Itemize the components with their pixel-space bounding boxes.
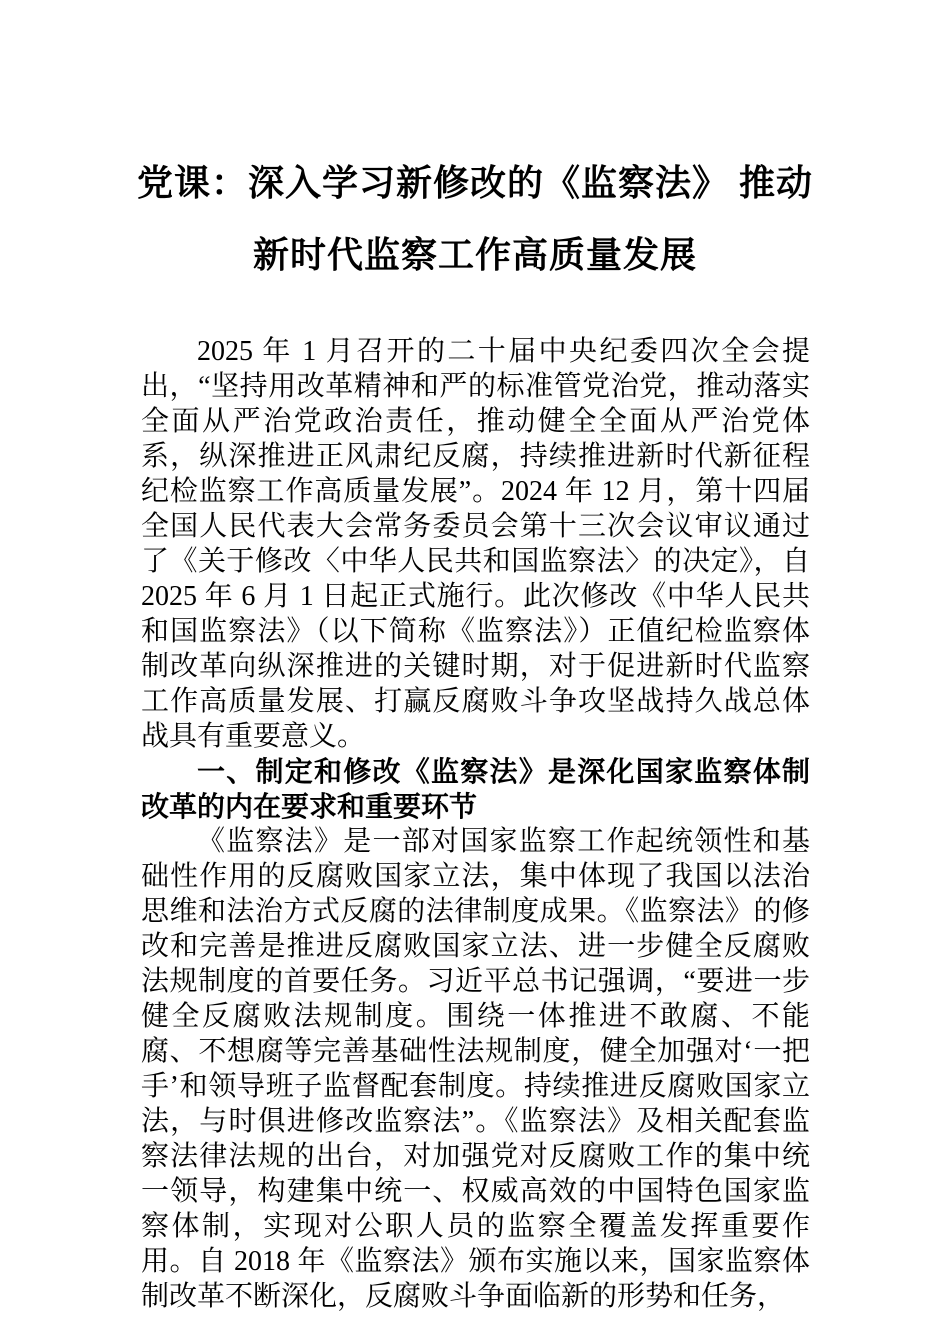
document-body	[141, 334, 810, 1314]
paragraph-introduction: 2025 年 1 月召开的二十届中央纪委四次全会提出，“坚持用改革精神和严的标准管党治党，推动落实全面从严治党政治责任，推动健全全面从严治党体系，纵深推进正风肃纪反腐，持续推进新时代新征程纪检监察工作高质量发展”。2024 年 12 月，第十四届全国人民代表大会常务委员会第十三次会议审议通过了《关于修改〈中华人民共和国监察法〉的决定》，自 2025 年 6 月 1 日起正式施行。此次修改《中华人民共和国监察法》（以下简称《监察法》）正值纪检监察体制改革向纵深推进的关键时期，对于促进新时代监察工作高质量发展、打赢反腐败斗争攻坚战持久战总体战具有重要意义。	[141, 336, 810, 752]
paragraph-section-1-body: 《监察法》是一部对国家监察工作起统领性和基础性作用的反腐败国家立法，集中体现了我国以法治思维和法治方式反腐的法律制度成果。《监察法》的修改和完善是推进反腐败国家立法、进一步健全反腐败法规制度的首要任务。习近平总书记强调，“要进一步健全反腐败法规制度。围绕一体推进不敢腐、不能腐、不想腐等完善基础性法规制度，健全加强对‘一把手’和领导班子监督配套制度。持续推进反腐败国家立法，与时俱进修改监察法”。《监察法》及相关配套监察法律法规的出台，对加强党对反腐败工作的集中统一领导，构建集中统一、权威高效的中国特色国家监察体制，实现对公职人员的监察全覆盖发挥重要作用。自 2018 年《监察法》颁布实施以来，国家监察体制改革不断深化，反腐败斗争面临新的形势和任务，	[141, 826, 810, 1312]
document-title-line-2: 新时代监察工作高质量发展	[252, 235, 697, 275]
document-title-line-1: 党课：深入学习新修改的《监察法》 推动	[136, 163, 813, 203]
section-heading-1: 一、制定和修改《监察法》是深化国家监察体制改革的内在要求和重要环节	[141, 756, 810, 822]
document-title	[0, 147, 950, 291]
